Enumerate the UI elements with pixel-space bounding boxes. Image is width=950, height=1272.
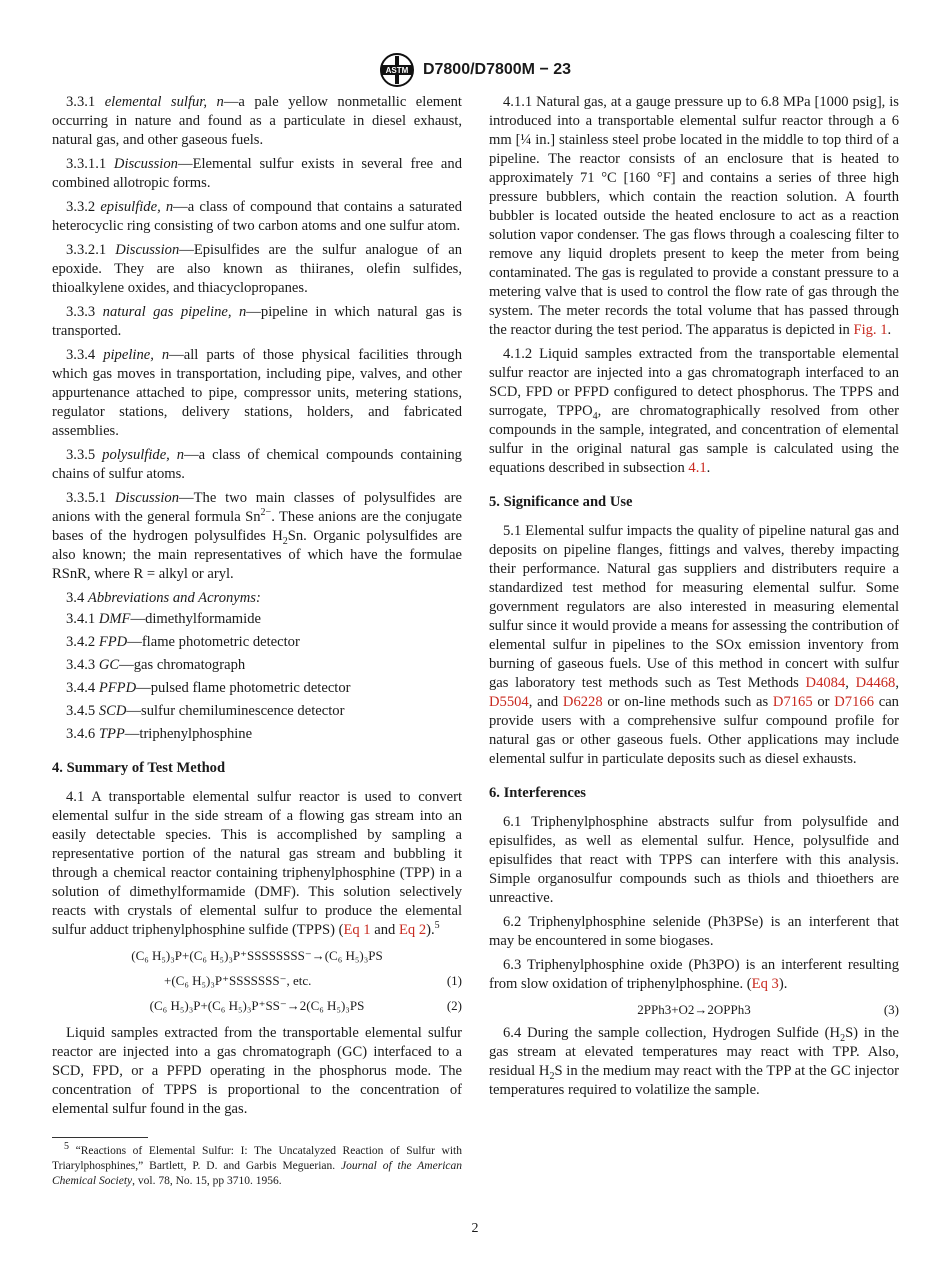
para-6-4: 6.4 During the sample collection, Hydrogen Sulfide $(H_2S)$ in the gas stream at elevated temperatures may react with TPP. Also, residual $H_2S$ in the medium may react with the TPP at the GC injector temperatures required to volatilize the sample. [489,1025,900,1098]
abbr-item: 3.4.5 SCD—sulfur chemiluminescence detector [66,703,345,719]
page-header [0,52,950,88]
para-3-3-2-1: 3.3.2.1 Discussion—Episulfides are the sulfur analogue of an epoxide. They are also known as thiiranes, olefin sulfides, thioalkylene oxides, and thiacyclopropanes. [52,242,462,296]
para-3-3-4: 3.3.4 pipeline, n—all parts of those physical facilities through which gas moves in transportation, including pipe, valves, and other appurtenance attached to pipe, compressor units, metering stations, regulator stations, delivery stations, holders, and fabricated assemblies. [52,347,462,439]
para-6-2: 6.2 Triphenylphosphine selenide (Ph3PSe) is an interferent that may be encountered in some biogases. [489,914,899,949]
footnote-ref-5: 5 [434,920,440,932]
para-3-3-1-1: 3.3.1.1 Discussion—Elemental sulfur exists in several free and combined allotropic forms. [52,156,462,191]
astm-logo-icon [379,52,415,88]
abbr-item: 3.4.4 PFPD—pulsed flame photometric detector [66,680,351,696]
equation-number: (2) [446,998,462,1013]
equation-number: (3) [883,1002,899,1017]
equation-1: (C₆ H₅)₃P+(C₆ H₅)₃P⁺SSSSSSSS⁻→(C₆ H₅)₃PS [131,948,383,963]
d4468-link[interactable]: D4468 [855,675,896,691]
d6228-link[interactable]: D6228 [562,694,603,710]
designation: D7800/D7800M − 23 [422,61,572,78]
para-3-3-2: 3.3.2 episulfide, n—a class of compound that contains a saturated heterocyclic ring consisting of two carbon atoms and one sulfur atom. [52,199,462,234]
abbr-item: 3.4.2 FPD—flame photometric detector [66,634,300,650]
abbr-item: 3.4.6 TPP—triphenylphosphine [66,726,253,742]
para-3-4: 3.4 Abbreviations and Acronyms: [66,590,261,606]
eq1-link[interactable]: Eq 1 [343,922,371,938]
footnote-rule [52,1137,148,1138]
astm-logo-text: ASTM [385,66,409,75]
para-4-1-2: 4.1.2 Liquid samples extracted from the transportable elemental sulfur reactor are injected into a gas chromatograph interfaced to an SCD, FPD or PFPD configured to detect phosphorus. The TPPS and surrogate, $TPPO_4$, are chromatographically resolved from other compounds in the sample, integrated, and concentration of elemental sulfur in the original natural gas sample is calculated using the equations described in subsection 4.1. [489,346,899,476]
para-3-3-3: 3.3.3 natural gas pipeline, n—pipeline in which natural gas is transported. [52,304,462,339]
d5504-link[interactable]: D5504 [489,694,529,710]
d7166-link[interactable]: D7166 [834,694,874,710]
equation-1-cont: +(C₆ H₅)₃P⁺SSSSSSS⁻, etc. (1) [52,970,462,991]
eq3-link[interactable]: Eq 3 [751,976,779,992]
equation-2: (C₆ H₅)₃P+(C₆ H₅)₃P⁺SS⁻→2(C₆ H₅)₃PS (2) [52,995,462,1016]
para-3-3-5: 3.3.5 polysulfide, n—a class of chemical compounds containing chains of sulfur atoms. [52,447,462,482]
equation-number: (1) [446,973,462,988]
para-3-3-5-1: 3.3.5.1 Discussion—The two main classes of polysulfides are anions with the general formula $Sn^{2-}$. These anions are the conjugate bases of the hydrogen polysulfides $H_2Sn$. Organic polysulfides are also known; the main representatives of which have the formulae RSnR, where R = alkyl or aryl. [52,490,463,582]
abbr-item: 3.4.1 DMF—dimethylformamide [66,611,261,627]
para-5-1: 5.1 Elemental sulfur impacts the quality of pipeline natural gas and deposits on pipeline flanges, fittings and valves, thereby impacting their performance. Natural gas suppliers and distributers require a standardized test method for measuring elemental sulfur. Some government regulators are also interested in measuring elemental sulfur since it would provide a means for assessing the contribution of elemental sulfur in pipelines to the SOx emission inventory from burning of gaseous fuels. Use of this method in concert with sulfur gas laboratory test methods such as Test Methods D4084, D4468, D5504, and D6228 or on-line methods such as D7165 or D7166 can provide users with a comprehensive sulfur compound profile for natural gas or other gaseous fuels. Other applications may include elemental sulfur in particulate deposits such as diesel exhausts. [489,523,899,767]
para-4-1-1: 4.1.1 Natural gas, at a gauge pressure up to 6.8 MPa [1000 psig], is introduced into a transportable elemental sulfur reactor through a 6 mm [¼ in.] stainless steel probe located in the middle to top third of a pipeline. The reactor consists of an enclosure that is heated to approximately 71 °C [160 °F] and contains a series of three high pressure bubblers, which contain the reaction solution. A fourth bubbler is located outside the heated enclosure to act as a reaction solution vapor condenser. The gas flows through a coalescing filter to remove any liquid droplets present to keep the meter from being contaminated. The gas is regulated to provide a constant pressure to a metering valve that is used to control the flow rate of gas through the system. The meter records the total volume that has passed through the reactor during the test period. The apparatus is depicted in Fig. 1. [489,94,899,338]
page-number: 2 [471,1221,479,1236]
para-6-3: 6.3 Triphenylphosphine oxide (Ph3PO) is an interferent resulting from slow oxidation of triphenylphosphine. (Eq 3). [489,957,899,992]
right-column [489,93,899,1105]
equation-3: 2PPh3+O2→2OPPh3 (3) [489,999,899,1020]
footnote-5: $^5$ “Reactions of Elemental Sulfur: I: The Uncatalyzed Reaction of Sulfur with Triarylphosphines,” Bartlett, P. D. and Garbis Meguerian. Journal of the American Chemical Society, vol. 78, No. 15, pp 3710. 1956. [52,1141,462,1187]
para-3-3-1: 3.3.1 elemental sulfur, n—a pale yellow nonmetallic element occurring in nature and found as a particulate in diesel exhaust, natural gas, and other gaseous fuels. [52,94,462,148]
fig1-link[interactable]: Fig. 1 [853,322,888,338]
heading-section-4: 4. Summary of Test Method [52,760,226,776]
heading-section-6: 6. Interferences [489,785,586,801]
para-liquid-samples: Liquid samples extracted from the transportable elemental sulfur reactor are injected into a gas chromatograph (GC) interfaced to a SCD, FPD, or a PFPD operating in the phosphorus mode. The concentration of TPPS is proportional to the concentration of elemental sulfur found in the gas. [52,1025,462,1117]
left-column [52,93,462,1194]
d7165-link[interactable]: D7165 [772,694,813,710]
d4084-link[interactable]: D4084 [805,675,846,691]
para-6-1: 6.1 Triphenylphosphine abstracts sulfur from polysulfide and episulfides, as well as elemental sulfur. Hence, polysulfide and episulfides that react with TPPS can interfere with this analysis. Simple organosulfur compounds such as thiols and thioethers are unreactive. [489,814,899,906]
eq2-link[interactable]: Eq 2 [398,922,427,938]
abbr-item: 3.4.3 GC—gas chromatograph [66,657,246,673]
subsection-4-1-link[interactable]: 4.1 [688,460,707,476]
heading-section-5: 5. Significance and Use [489,494,633,510]
para-4-1: 4.1 A transportable elemental sulfur reactor is used to convert elemental sulfur in the side stream of a flowing gas stream into an easily detectable species. This is accomplished by sampling a representative portion of the natural gas stream and bubbling it through a chemical reactor containing triphenylphosphine (TPP) in a solution of dimethylformamide (DMF). This solution selectively reacts with crystals of elemental sulfur to produce the elemental sulfur adduct triphenylphosphine sulfide (TPPS) (Eq 1 and Eq 2).$^5$ [52,789,462,938]
